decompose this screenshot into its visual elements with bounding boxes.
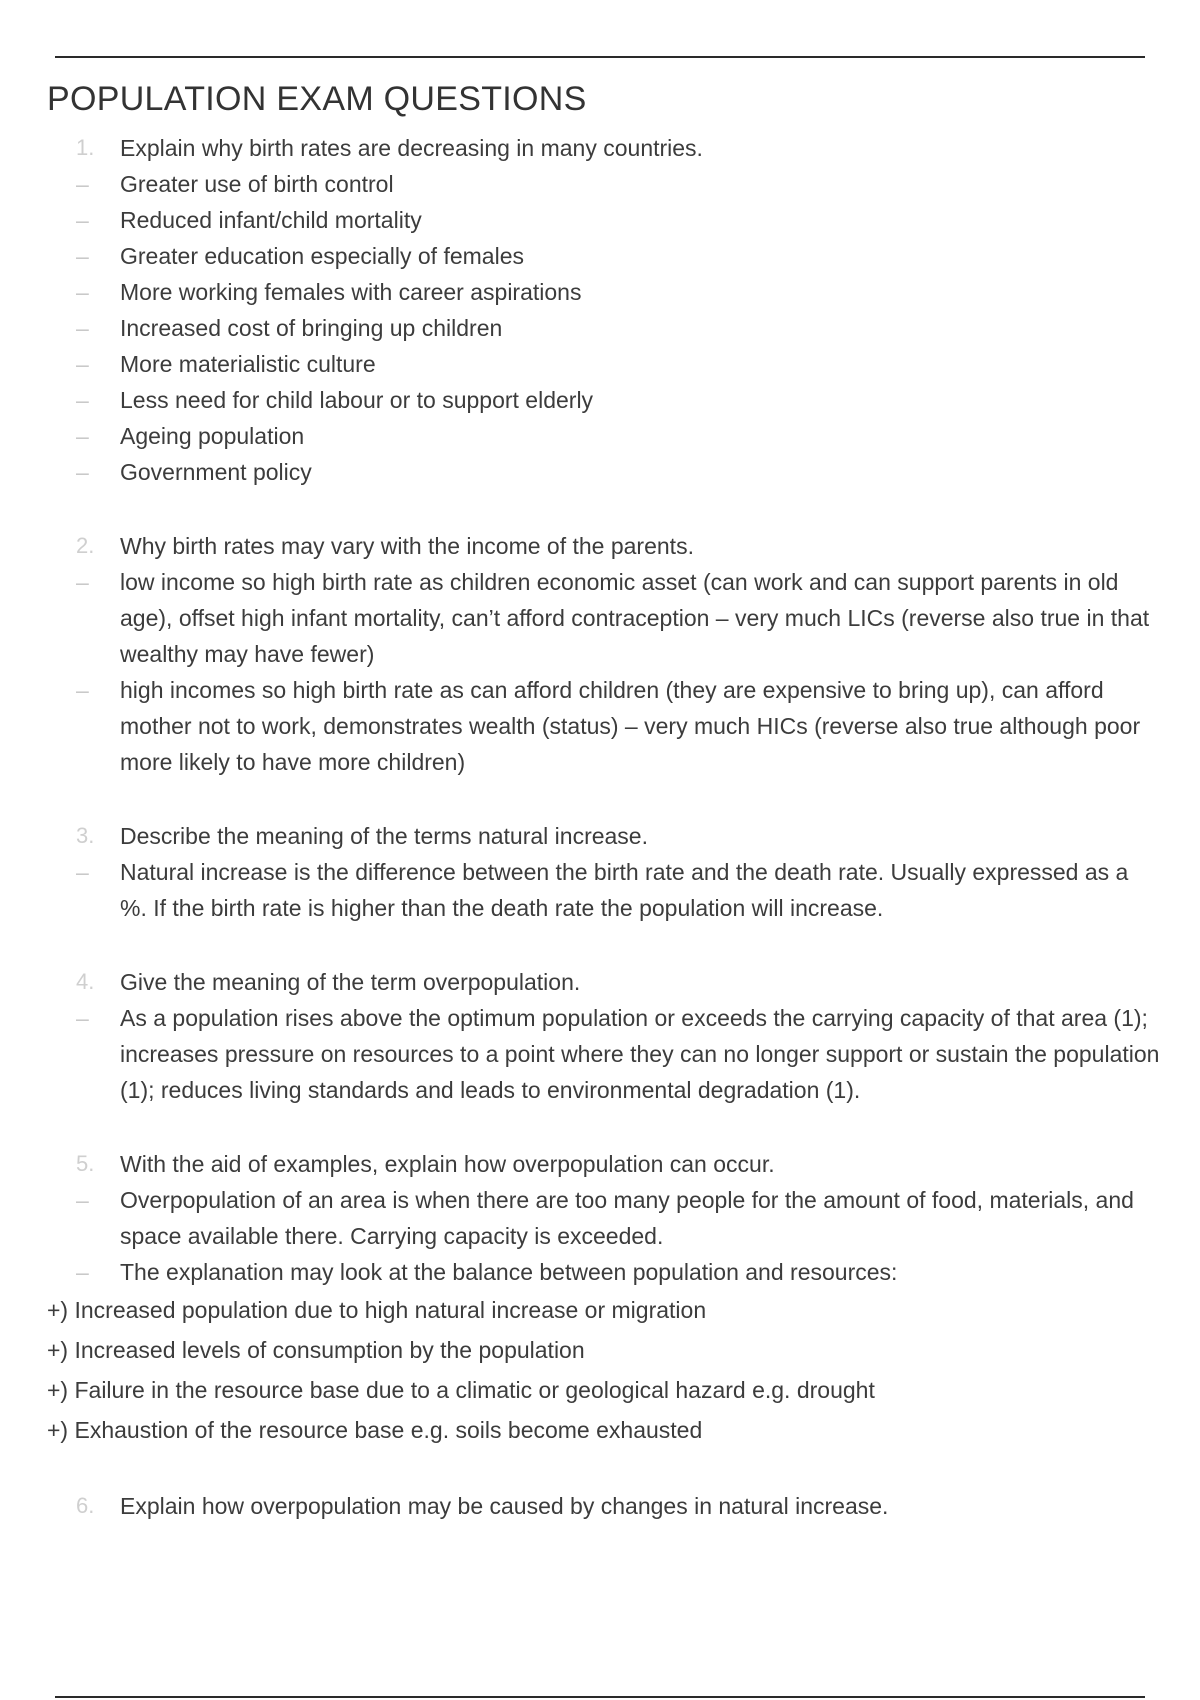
dash-bullet: –: [76, 1187, 89, 1213]
answer-item: [0, 1254, 1200, 1290]
answer-text: Overpopulation of an area is when there are too many people for the amount of food, materials, and space available there. Carrying capacity is exceeded.: [120, 1187, 1134, 1249]
answer-text: More working females with career aspirations: [120, 279, 582, 305]
question-number: 4.: [76, 969, 95, 994]
dash-bullet: –: [76, 1259, 89, 1285]
question-4: [0, 964, 1200, 1000]
question-spacer: [0, 1450, 1200, 1488]
question-text: Why birth rates may vary with the income of the parents.: [120, 533, 694, 559]
dash-bullet: –: [76, 569, 89, 595]
question-2: [0, 528, 1200, 564]
answer-text: Less need for child labour or to support elderly: [120, 387, 594, 413]
dash-bullet: –: [76, 677, 89, 703]
dash-bullet: –: [76, 279, 89, 305]
page-title: POPULATION EXAM QUESTIONS: [47, 80, 587, 118]
answer-text: The explanation may look at the balance between population and resources:: [120, 1259, 898, 1285]
dash-bullet: –: [76, 243, 89, 269]
dash-bullet: –: [76, 423, 89, 449]
answer-item: [0, 1182, 1200, 1254]
answer-item: [0, 672, 1200, 780]
answer-text: high incomes so high birth rate as can afford children (they are expensive to bring up), can afford mother not to work, demonstrates wealth (status) – very much HICs (reverse also true although poor more likely to have more children): [120, 677, 1141, 775]
answer-text: Greater education especially of females: [120, 243, 524, 269]
question-3: [0, 818, 1200, 854]
question-list: [0, 130, 1200, 1524]
question-6: [0, 1488, 1200, 1524]
question-number: 2.: [76, 533, 95, 558]
question-5: [0, 1146, 1200, 1182]
top-rule: [55, 56, 1145, 58]
dash-bullet: –: [76, 859, 89, 885]
answer-item: [0, 454, 1200, 490]
plus-item: +) Failure in the resource base due to a climatic or geological hazard e.g. drought: [47, 1377, 875, 1403]
answer-item: [0, 418, 1200, 454]
question-text: Explain how overpopulation may be caused by changes in natural increase.: [120, 1493, 889, 1519]
answer-item: [0, 564, 1200, 672]
dash-bullet: –: [76, 351, 89, 377]
answer-text: Government policy: [120, 459, 312, 485]
answer-item: [0, 166, 1200, 202]
dash-bullet: –: [76, 171, 89, 197]
question-spacer: [0, 780, 1200, 818]
answer-text: Increased cost of bringing up children: [120, 315, 503, 341]
question-number: 1.: [76, 135, 95, 160]
question-text: With the aid of examples, explain how overpopulation can occur.: [120, 1151, 775, 1177]
answer-text: low income so high birth rate as children economic asset (can work and can support parents in old age), offset high infant mortality, can’t afford contraception – very much LICs (reverse also true in that wealthy may have fewer): [120, 569, 1150, 667]
answer-text: Natural increase is the difference between the birth rate and the death rate. Usually expressed as a %. If the birth rate is higher than the death rate the population will increase.: [120, 859, 1129, 921]
question-number: 3.: [76, 823, 95, 848]
answer-item: [0, 274, 1200, 310]
dash-bullet: –: [76, 315, 89, 341]
answer-item: [0, 854, 1200, 926]
dash-bullet: –: [76, 207, 89, 233]
answer-item: [0, 202, 1200, 238]
answer-text: More materialistic culture: [120, 351, 376, 377]
dash-bullet: –: [76, 387, 89, 413]
answer-item: [0, 1000, 1200, 1108]
answer-item: [0, 346, 1200, 382]
plus-item: +) Increased levels of consumption by the population: [47, 1337, 585, 1363]
question-spacer: [0, 1108, 1200, 1146]
question-spacer: [0, 490, 1200, 528]
question-spacer: [0, 926, 1200, 964]
plus-item: +) Exhaustion of the resource base e.g. soils become exhausted: [47, 1417, 703, 1443]
question-1: [0, 130, 1200, 166]
question-number: 5.: [76, 1151, 95, 1176]
bottom-rule: [55, 1696, 1145, 1698]
answer-text: Reduced infant/child mortality: [120, 207, 422, 233]
dash-bullet: –: [76, 459, 89, 485]
answer-text: Greater use of birth control: [120, 171, 394, 197]
question-text: Give the meaning of the term overpopulation.: [120, 969, 581, 995]
answer-item: [0, 238, 1200, 274]
answer-item: [0, 382, 1200, 418]
dash-bullet: –: [76, 1005, 89, 1031]
question-number: 6.: [76, 1493, 95, 1518]
answer-item: [0, 310, 1200, 346]
plus-item: +) Increased population due to high natural increase or migration: [47, 1297, 707, 1323]
question-text: Describe the meaning of the terms natural increase.: [120, 823, 648, 849]
answer-text: Ageing population: [120, 423, 305, 449]
question-text: Explain why birth rates are decreasing in many countries.: [120, 135, 703, 161]
answer-text: As a population rises above the optimum population or exceeds the carrying capacity of that area (1); increases pressure on resources to a point where they can no longer support or sustain the population (1); reduces living standards and leads to environmental degradation (1).: [120, 1005, 1160, 1103]
